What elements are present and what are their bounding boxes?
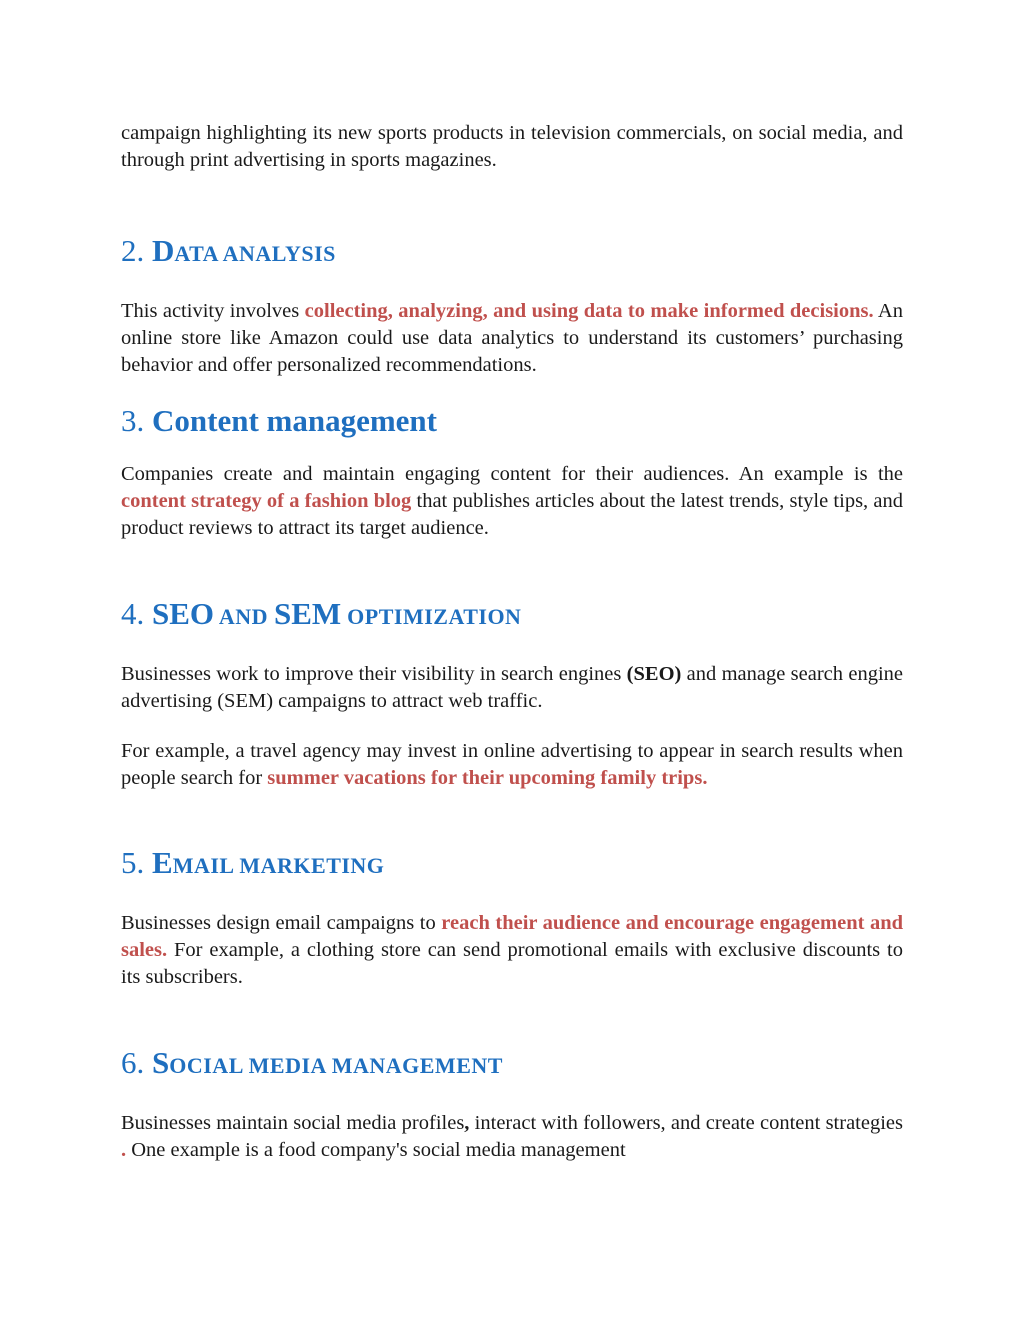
highlight-text: reach their audience and encourage engagement and sales. <box>121 912 904 961</box>
heading-seo-sem: 4. SEO AND SEM OPTIMIZATION <box>121 596 522 631</box>
heading-content-management <box>121 401 903 441</box>
heading-cap: D <box>152 233 175 268</box>
highlight-text: collecting, analyzing, and using data to make informed decisions. <box>304 300 874 322</box>
intro-paragraph: campaign highlighting its new sports products in television commercials, on social media, and through print advertising in sports magazines. <box>121 122 903 171</box>
highlight-text: summer vacations for their upcoming family trips. <box>267 767 708 789</box>
heading-email-marketing: 5. EMAIL MARKETING <box>121 845 385 880</box>
data-analysis-paragraph: This activity involves collecting, analyzing, and using data to make informed decisions. An online store like Amazon could use data analytics to understand its customers’ purchasing behavior and offer personalized recommendations. <box>121 300 903 376</box>
content-management-paragraph: Companies create and maintain engaging content for their audiences. An example is the content strategy of a fashion blog that publishes articles about the latest trends, style tips, and product reviews to attract its target audience. <box>121 463 903 539</box>
highlight-text: content strategy of a fashion blog <box>121 490 412 512</box>
heading-number: 2. <box>121 233 145 268</box>
heading-social-media: 6. SOCIAL MEDIA MANAGEMENT <box>121 1045 503 1080</box>
seo-paragraph-1: Businesses work to improve their visibility in search engines (SEO) and manage search engine advertising (SEM) campaigns to attract web traffic. <box>121 663 903 712</box>
heading-number: 3. <box>121 403 145 438</box>
heading-number: 6. <box>121 1045 145 1080</box>
heading-title: Content management <box>152 403 437 438</box>
heading-number: 4. <box>121 596 145 631</box>
heading-small: ATA ANALYSIS <box>174 241 336 266</box>
bold-text: (SEO) <box>626 663 682 685</box>
document-page <box>121 120 903 1164</box>
heading-number: 5. <box>121 845 145 880</box>
seo-paragraph-2: For example, a travel agency may invest in online advertising to appear in search results when people search for summer vacations for their upcoming family trips. <box>121 740 903 789</box>
social-media-paragraph: Businesses maintain social media profiles, interact with followers, and create content strategies . One example is a food company's social media management <box>121 1112 903 1161</box>
email-marketing-paragraph: Businesses design email campaigns to reach their audience and encourage engagement and sales. For example, a clothing store can send promotional emails with exclusive discounts to its subscribers. <box>121 912 904 988</box>
heading-data-analysis <box>121 231 903 274</box>
